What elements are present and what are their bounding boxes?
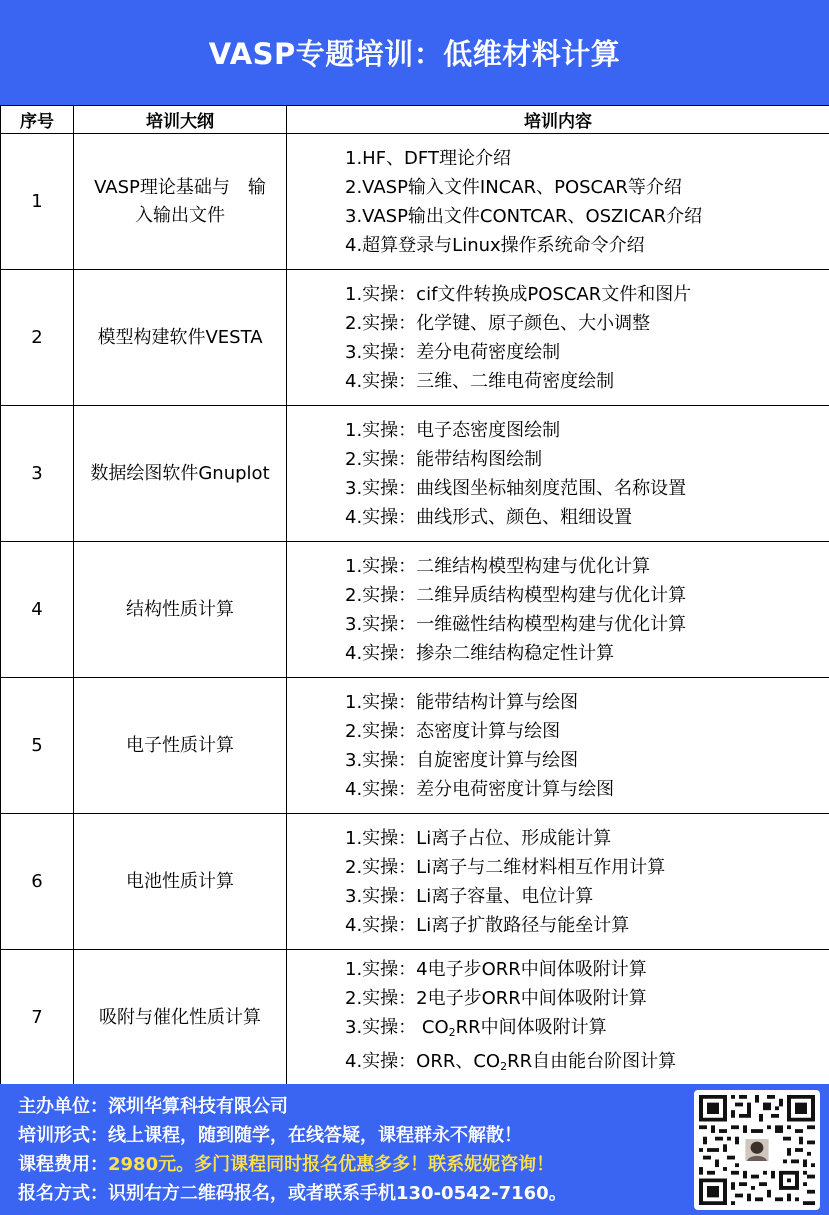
content-item [345, 1013, 819, 1047]
row-num: 6 [1, 814, 74, 950]
organizer-label: 主办单位： [18, 1096, 108, 1117]
row-content [287, 950, 829, 1086]
content-text: 3.实操： CO [345, 1016, 449, 1038]
content-item: 1.实操：二维结构模型构建与优化计算 [345, 555, 651, 577]
table-header-row [1, 106, 829, 134]
content-item: 2.实操：态密度计算与绘图 [345, 720, 561, 742]
content-item: 2.实操：二维异质结构模型构建与优化计算 [345, 584, 687, 606]
table-row [1, 134, 829, 270]
content-item: 1.实操：电子态密度图绘制 [345, 419, 561, 441]
organizer-row [18, 1092, 567, 1121]
qr-code-icon [699, 1095, 815, 1205]
content-item: 1.实操：cif文件转换成POSCAR文件和图片 [345, 283, 692, 305]
table-row [1, 542, 829, 678]
fee-label: 课程费用： [18, 1154, 108, 1175]
content-item: 1.实操：能带结构计算与绘图 [345, 691, 579, 713]
page-title: VASP专题培训：低维材料计算 [0, 0, 829, 105]
content-item: 4.实操：Li离子扩散路径与能垒计算 [345, 914, 630, 936]
organizer-value: 深圳华算科技有限公司 [108, 1096, 288, 1117]
signup-label: 报名方式： [18, 1183, 108, 1204]
content-item: 3.实操：差分电荷密度绘制 [345, 341, 561, 363]
content-item: 4.实操：差分电荷密度计算与绘图 [345, 778, 615, 800]
content-item [345, 1047, 819, 1081]
content-item: 2.VASP输入文件INCAR、POSCAR等介绍 [345, 176, 682, 198]
content-item: 1.实操：4电子步ORR中间体吸附计算 [345, 958, 647, 980]
row-num: 3 [1, 406, 74, 542]
row-topic: 吸附与催化性质计算 [74, 950, 287, 1086]
table-row [1, 814, 829, 950]
row-topic: 电池性质计算 [74, 814, 287, 950]
fee-value: 2980元。多门课程同时报名优惠多多！联系妮妮咨询！ [108, 1154, 555, 1175]
row-topic: 结构性质计算 [74, 542, 287, 678]
row-content [287, 814, 829, 950]
content-item: 4.实操：掺杂二维结构稳定性计算 [345, 642, 615, 664]
header-outline: 培训大纲 [74, 106, 287, 134]
content-item: 3.实操：曲线图坐标轴刻度范围、名称设置 [345, 477, 687, 499]
qr-code[interactable] [694, 1090, 820, 1210]
row-num: 5 [1, 678, 74, 814]
row-num: 7 [1, 950, 74, 1086]
header-content: 培训内容 [287, 106, 829, 134]
content-item: 3.实操：一维磁性结构模型构建与优化计算 [345, 613, 687, 635]
footer-banner [0, 1084, 829, 1215]
row-num: 4 [1, 542, 74, 678]
content-item: 2.实操：Li离子与二维材料相互作用计算 [345, 856, 666, 878]
row-content [287, 406, 829, 542]
course-info [18, 1092, 567, 1208]
content-item: 3.VASP输出文件CONTCAR、OSZICAR介绍 [345, 205, 703, 227]
content-text: 4.实操：ORR、CO [345, 1050, 501, 1072]
row-topic: 数据绘图软件Gnuplot [74, 406, 287, 542]
subscript: 2 [448, 1025, 456, 1039]
format-value: 线上课程，随到随学，在线答疑，课程群永不解散！ [108, 1125, 522, 1146]
format-row [18, 1121, 567, 1150]
content-item: 2.实操：能带结构图绘制 [345, 448, 543, 470]
table-row [1, 406, 829, 542]
content-item: 1.HF、DFT理论介绍 [345, 147, 511, 169]
row-topic: VASP理论基础与 输入输出文件 [74, 134, 287, 270]
content-item: 2.实操：化学键、原子颜色、大小调整 [345, 312, 651, 334]
content-item: 4.超算登录与Linux操作系统命令介绍 [345, 234, 645, 256]
table-row [1, 270, 829, 406]
header-num: 序号 [1, 106, 74, 134]
row-content [287, 542, 829, 678]
row-content [287, 678, 829, 814]
row-topic: 模型构建软件VESTA [74, 270, 287, 406]
content-text: RR自由能台阶图计算 [507, 1050, 677, 1072]
table-row [1, 678, 829, 814]
signup-value: 识别右方二维码报名，或者联系手机130-0542-7160。 [108, 1183, 567, 1204]
content-item: 3.实操：Li离子容量、电位计算 [345, 885, 594, 907]
fee-row [18, 1150, 567, 1179]
row-num: 2 [1, 270, 74, 406]
format-label: 培训形式： [18, 1125, 108, 1146]
training-table [0, 105, 829, 1086]
content-item: 4.实操：三维、二维电荷密度绘制 [345, 370, 615, 392]
table-row [1, 950, 829, 1086]
content-item: 1.实操：Li离子占位、形成能计算 [345, 827, 612, 849]
row-content [287, 270, 829, 406]
subscript: 2 [500, 1059, 508, 1073]
content-text: RR中间体吸附计算 [455, 1016, 607, 1038]
content-item: 3.实操：自旋密度计算与绘图 [345, 749, 579, 771]
content-item: 4.实操：曲线形式、颜色、粗细设置 [345, 506, 633, 528]
row-num: 1 [1, 134, 74, 270]
row-content [287, 134, 829, 270]
row-topic: 电子性质计算 [74, 678, 287, 814]
signup-row [18, 1179, 567, 1208]
content-item: 2.实操：2电子步ORR中间体吸附计算 [345, 987, 647, 1009]
